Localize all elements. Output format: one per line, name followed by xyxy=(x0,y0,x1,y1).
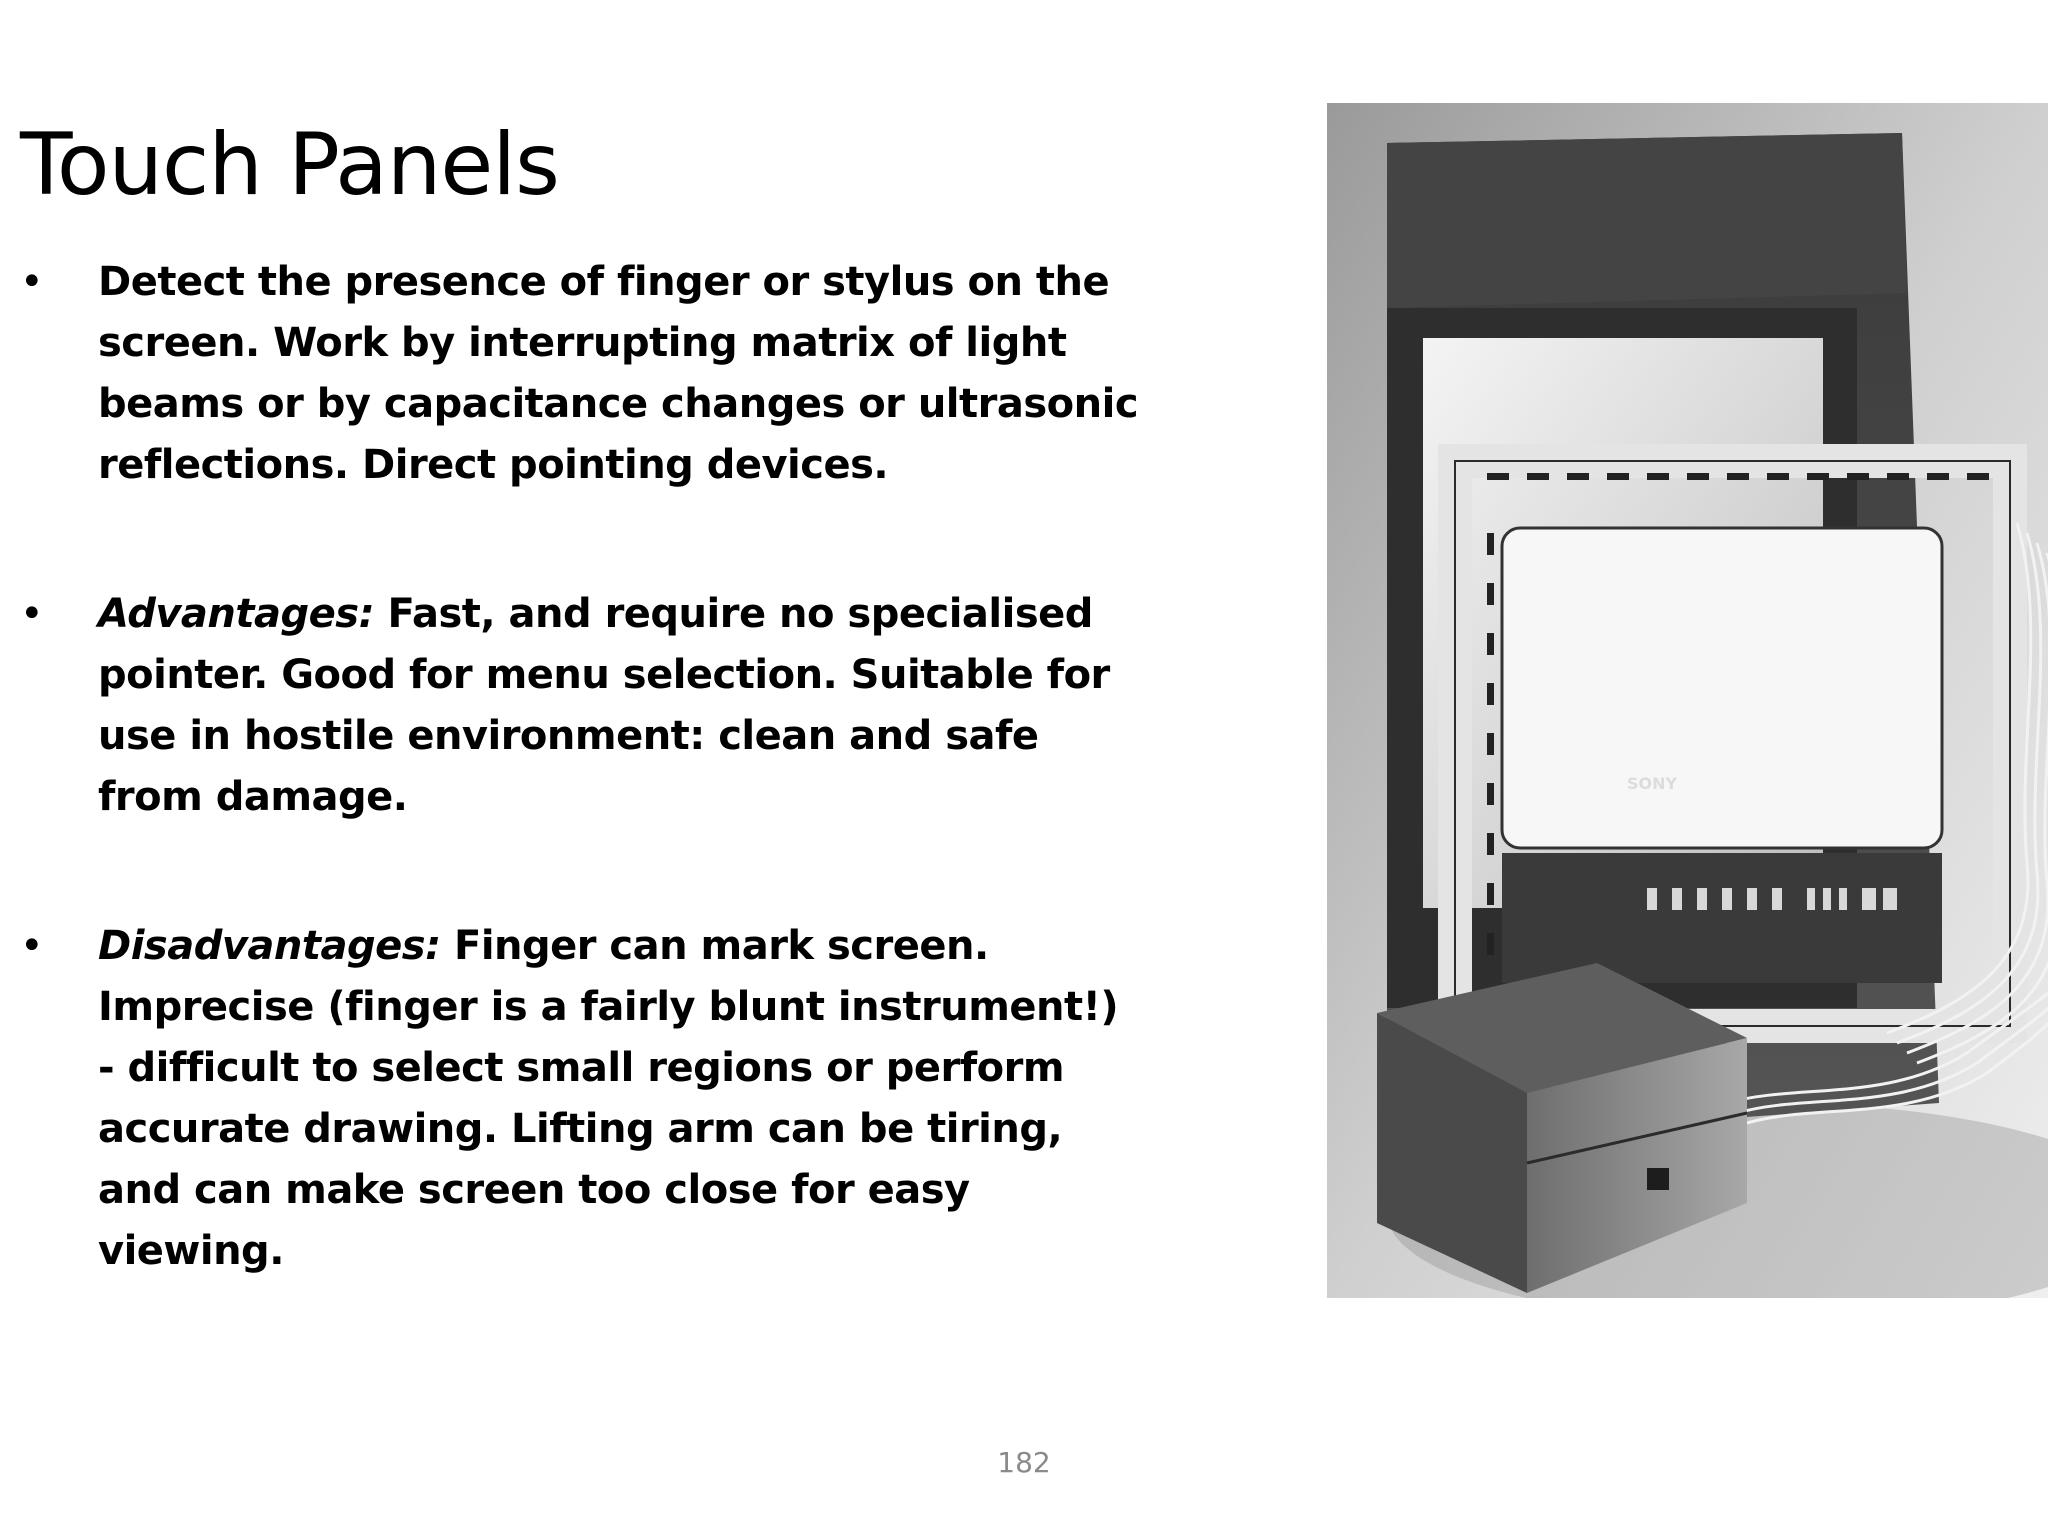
bullet-lead: Disadvantages: xyxy=(98,923,441,969)
bullet-glyph: • xyxy=(20,591,44,637)
bullet-text: Finger can mark screen. Imprecise (finger is a fairly blunt instrument!) - difficult to select small regions or perform accurate drawing. Lifting arm can be tiring, and can make screen too close for easy viewing. xyxy=(98,923,1119,1274)
bullet-list xyxy=(20,252,1140,1370)
page-number: 182 xyxy=(997,1446,1051,1479)
photo-brand-label: SONY xyxy=(1627,774,1678,793)
touch-panel-monitor-photo-icon xyxy=(1327,103,2048,1298)
bullet-text: Detect the presence of finger or stylus on the screen. Work by interrupting matrix of light beams or by capacitance changes or ultrasonic reflections. Direct pointing devices. xyxy=(98,259,1139,488)
bullet-item-description xyxy=(20,252,1140,496)
bullet-glyph: • xyxy=(20,923,44,969)
bullet-item-advantages xyxy=(20,584,1140,828)
bullet-text: Fast, and require no specialised pointer. Good for menu selection. Suitable for use in hostile environment: clean and safe from damage. xyxy=(98,591,1110,820)
bullet-item-disadvantages xyxy=(20,916,1140,1282)
slide-title: Touch Panels xyxy=(20,115,559,215)
bullet-glyph: • xyxy=(20,259,44,305)
bullet-lead: Advantages: xyxy=(98,591,375,637)
touch-panel-photo xyxy=(1327,103,2048,1298)
